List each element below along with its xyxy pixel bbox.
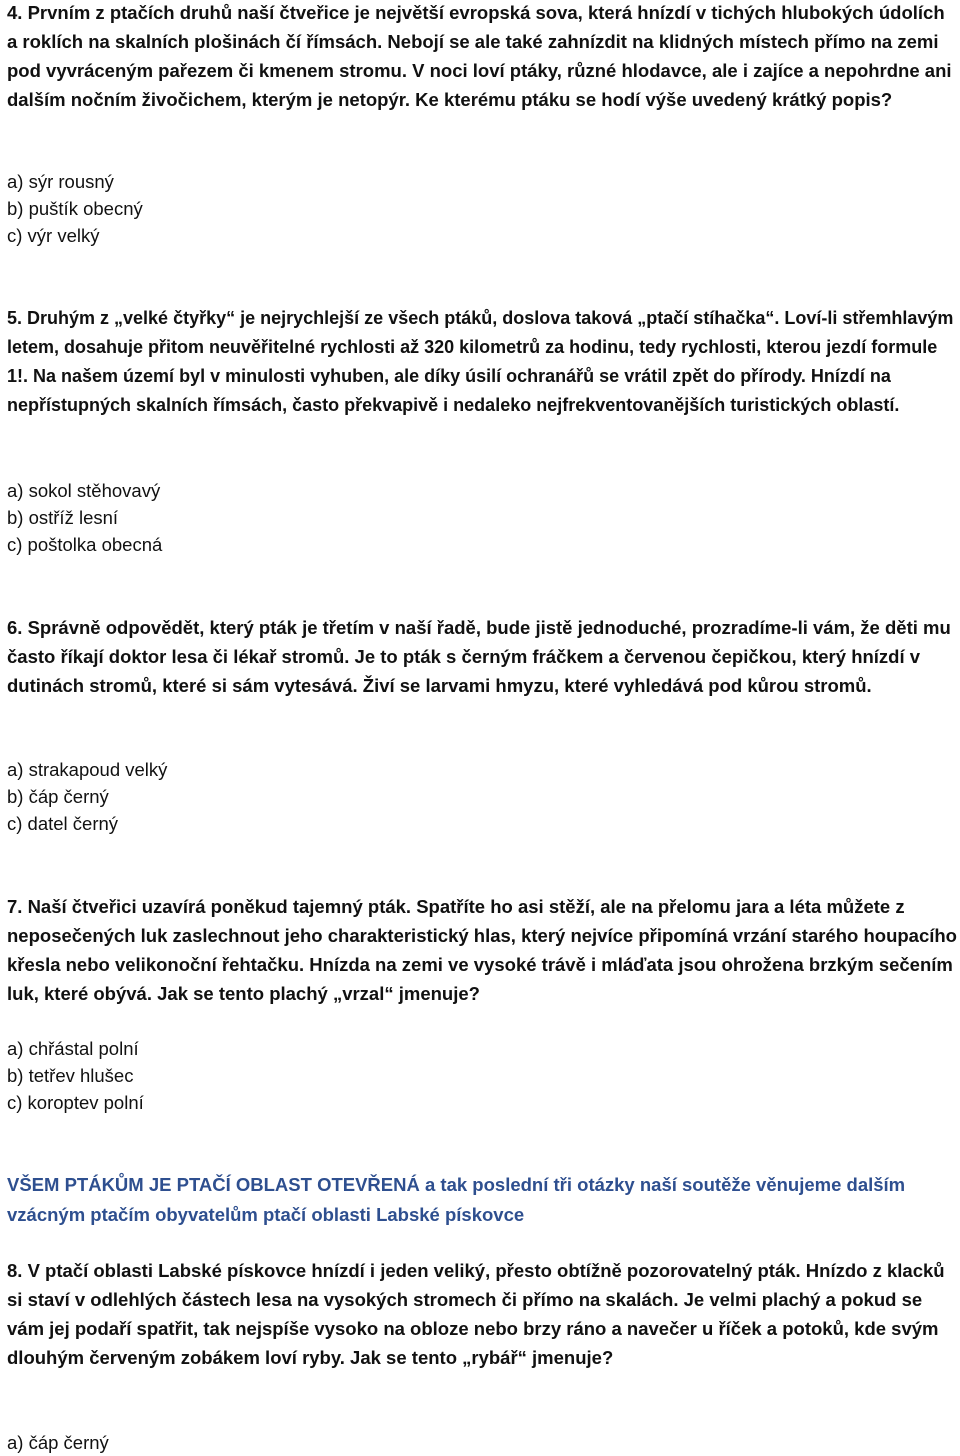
question-8 <box>7 1256 957 1372</box>
option-a: a) chřástal polní <box>7 1038 139 1059</box>
question-4-text: 4. Prvním z ptačích druhů naší čtveřice je největší evropská sova, která hnízdí v tichých hlubokých údolích a roklích na skalních plošinách čí římsách. Nebojí se ale také zahnízdit na klidných místech přímo na zemi pod vyvráceným pařezem či kmenem stromu. V noci loví ptáky, různé hlodavce, ale i zajíce a nepohrdne ani dalším nočním živočichem, kterým je netopýr. Ke kterému ptáku se hodí výše uvedený krátký popis? <box>7 2 952 110</box>
question-4-options <box>7 168 143 249</box>
question-7 <box>7 892 957 1008</box>
question-6-text: 6. Správně odpovědět, který pták je třetím v naší řadě, bude jistě jednoduché, prozradíme-li vám, že děti mu často říkají doktor lesa či lékař stromů. Je to pták s černým fráčkem a červenou čepičkou, který hnízdí v dutinách stromů, které si sám vytesává. Živí se larvami hmyzu, které vyhledává pod kůrou stromů. <box>7 617 951 696</box>
notice-caps: VŠEM PTÁKŮM JE PTAČÍ OBLAST OTEVŘENÁ <box>7 1174 420 1195</box>
notice-rest: a tak poslední tři otázky naší soutěže věnujeme dalším vzácným ptačím obyvatelům ptačí oblasti Labské pískovce <box>7 1174 906 1225</box>
option-c: c) poštolka obecná <box>7 534 163 555</box>
option-b: b) tetřev hlušec <box>7 1065 134 1086</box>
option-a: a) sýr rousný <box>7 171 114 192</box>
option-c: c) výr velký <box>7 225 100 246</box>
option-a: a) sokol stěhovavý <box>7 480 161 501</box>
section-notice <box>7 1170 957 1230</box>
option-b: b) čáp černý <box>7 786 109 807</box>
question-8-options <box>7 1429 109 1456</box>
question-5-text: 5. Druhým z „velké čtyřky“ je nejrychlejší ze všech ptáků, doslova taková „ptačí stíhačka“. Loví-li střemhlavým letem, dosahuje přitom neuvěřitelné rychlosti až 320 kilometrů za hodinu, tedy rychlosti, kterou jezdí formule 1!. Na našem území byl v minulosti vyhuben, ale díky úsilí ochranářů se vrátil zpět do přírody. Hnízdí na nepřístupných skalních římsách, často překvapivě i nedaleko nejfrekventovanějších turistických oblastí. <box>7 308 954 415</box>
question-5 <box>7 304 957 420</box>
question-6 <box>7 613 957 700</box>
option-b: b) ostříž lesní <box>7 507 119 528</box>
question-7-text: 7. Naší čtveřici uzavírá poněkud tajemný pták. Spatříte ho asi stěží, ale na přelomu jara a léta můžete z neposečených luk zaslechnout jeho charakteristický hlas, který nejvíce připomíná vrzání starého houpacího křesla nebo velikonoční řehtačku. Hnízda na zemi ve vysoké trávě i mláďata jsou ohrožena brzkým sečením luk, které obývá. Jak se tento plachý „vrzal“ jmenuje? <box>7 896 957 1004</box>
option-b: b) puštík obecný <box>7 198 143 219</box>
question-8-text: 8. V ptačí oblasti Labské pískovce hnízdí i jeden veliký, přesto obtížně pozorovatelný pták. Hnízdo z klacků si staví v odlehlých částech lesa na vysokých stromech či přímo na skalách. Je velmi plachý a pokud se vám jej podaří spatřit, tak nejspíše vysoko na obloze nebo brzy ráno a navečer u říček a potoků, kde svým dlouhým červeným zobákem loví ryby. Jak se tento „rybář“ jmenuje? <box>7 1260 945 1368</box>
question-5-options <box>7 477 162 558</box>
option-a: a) čáp černý <box>7 1432 109 1453</box>
question-6-options <box>7 756 167 837</box>
notice-text <box>7 1170 957 1230</box>
option-a: a) strakapoud velký <box>7 759 168 780</box>
option-c: c) datel černý <box>7 813 119 834</box>
question-7-options <box>7 1035 144 1116</box>
question-4 <box>7 0 957 114</box>
option-c: c) koroptev polní <box>7 1092 144 1113</box>
